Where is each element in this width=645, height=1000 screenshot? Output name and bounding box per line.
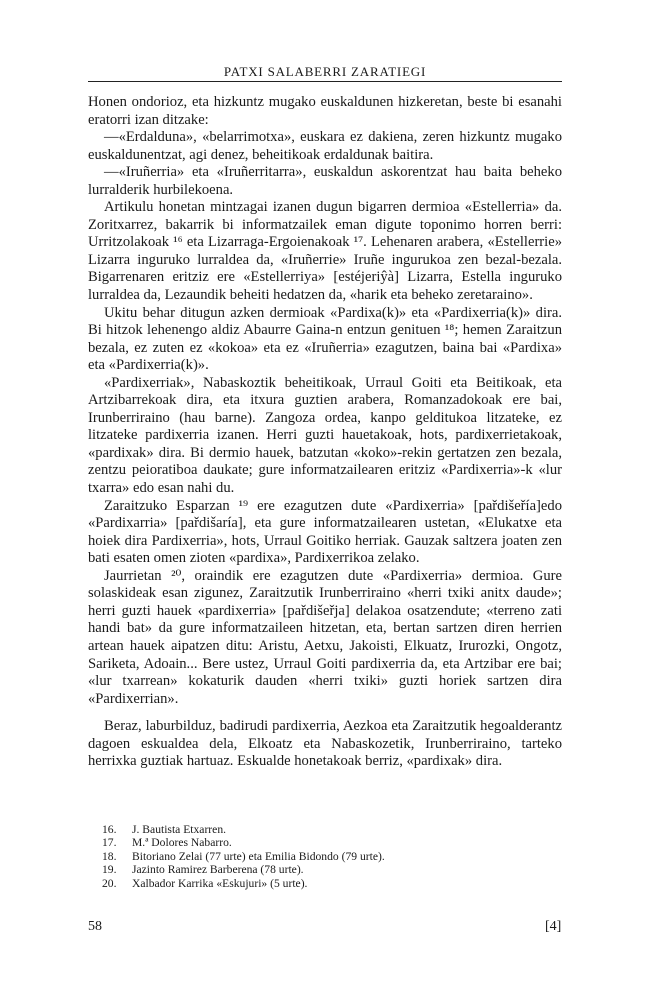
footnote-text: Jazinto Ramirez Barberena (78 urte). bbox=[132, 863, 304, 877]
footnote-number: 17. bbox=[102, 836, 117, 850]
footnote-number: 16. bbox=[102, 823, 117, 836]
paragraph-3: —«Iruñerria» eta «Iruñerritarra», euskaldun askorentzat hau baita beheko lurralderik hurbilekoena. bbox=[88, 164, 562, 198]
paragraph-1: Honen ondorioz, eta hizkuntz mugako euskaldunen hizkeretan, beste bi esanahi eratorri izan ditzake: bbox=[88, 94, 562, 128]
footnote-text: M.ª Dolores Nabarro. bbox=[132, 836, 232, 850]
paragraph-4: Artikulu honetan mintzagai izanen dugun bigarren dermioa «Estellerria» da. Zoritxarrez, bakarrik bi informatzailek eman digute toponimo horren berri: Urritzolakoak ¹⁶ eta Lizarraga-Ergoienakoak ¹⁷. Lehenaren arabera, «Estellerrie» Lizarra inguruko lurraldea da, «Iruñerrie» Iruñe ingurukoa zen bezal-bezala. Bigarrenaren eritziz ere «Estellerriya» [estéjeriŷà] Lizarra, Estella inguruko lurraldea da, Lezaundik beheiti hedatzen da, «harik eta beheko zeretaraino». bbox=[88, 199, 562, 304]
footnote bbox=[102, 863, 542, 876]
paragraph-9: Beraz, laburbilduz, badirudi pardixerria, Aezkoa eta Zaraitzutik hegoalderantz dagoen eskualdea dela, Elkoatz eta Nabaskozetik, Irunberriraino, tarteko herrixka guztiak hartuaz. Eskualde honetakoak berriz, «pardixak» dira. bbox=[88, 718, 562, 770]
running-title: PATXI SALABERRI ZARATIEGI bbox=[223, 64, 427, 79]
footnote-text: Bitoriano Zelai (77 urte) eta Emilia Bidondo (79 urte). bbox=[132, 849, 385, 863]
main-text bbox=[88, 94, 562, 771]
paragraph-8: Jaurrietan ²⁰, oraindik ere ezagutzen dute «Pardixerria» dermioa. Gure solaskideak esan zigunez, Zaraitzutik Irunberriraino «herri txiki anitx daude»; herri guzti hauek «pardixerria» [pařdišeřja] delakoa osatzendute; «terreno zati handi bat» da gure informatzaileen hitzetan, eta, bertan sartzen diren herrien artean hauek aipatzen ditu: Aristu, Aetxu, Jakoisti, Elkuatz, Irurozki, Ongotz, Sariketa, Adoain... Bere ustez, Urraul Goiti pardixerria da, eta Artzibar ere bai; «lur txarrean» kokaturik dauden «herri txiki» guzti horiek sartzen dira «Pardixerrian». bbox=[88, 567, 562, 707]
footnotes bbox=[102, 823, 542, 890]
footnote-text: J. Bautista Etxarren. bbox=[132, 823, 227, 836]
footnote-number: 19. bbox=[102, 863, 117, 877]
footnote bbox=[102, 850, 542, 863]
paragraph-2: —«Erdalduna», «belarrimotxa», euskara ez dakiena, zeren hizkuntz mugako euskaldunentzat, agi denez, beheitikoak erdaldunak baitira. bbox=[88, 129, 562, 163]
footnote bbox=[102, 836, 542, 849]
header-rule bbox=[88, 81, 562, 82]
paragraph-5: Ukitu behar ditugun azken dermioak «Pardixa(k)» eta «Pardixerria(k)» dira. Bi hitzok lehenengo aldiz Abaurre Gaina-n entzun genituen ¹⁸; hemen Zaraitzun bezala, ez zuten ez «kokoa» eta ez «Iruñerria» ezagutzen, baina bai «Pardixa» eta «Pardixerria(k)». bbox=[88, 304, 562, 374]
footnote bbox=[102, 823, 542, 836]
paragraph-7: Zaraitzuko Esparzan ¹⁹ ere ezagutzen dute «Pardixerria» [pařdišeřía]edo «Pardixarria» [pařdišaría], eta gure informatzailearen ustetan, «Elukatxe eta hoiek dira Pardixerria», hots, Urraul Goitiko herriak. Gauzak saltzera joaten zen bati esaten omen zioten «pardixa», Pardixerrikoa zelako. bbox=[88, 497, 562, 567]
section-number: [4] bbox=[545, 919, 562, 934]
footnote bbox=[102, 877, 542, 890]
footnote-text: Xalbador Karrika «Eskujuri» (5 urte). bbox=[132, 876, 308, 890]
paragraph-6: «Pardixerriak», Nabaskoztik beheitikoak, Urraul Goiti eta Beitikoak, eta Artzibarrekoak dira, eta itxura guztien arabera, Romanzadokoak ere bai, Irunberriraino (hau barne). Zangoza ordea, kanpo gelditukoa litzateke, ez litzateke pardixerria izanen. Herri guzti hauetakoak, hots, pardixerrietakoak, «pardixak» dira. Bi dermio hauek, batzutan «koko»-rekin gertatzen zen bezala, zentzu peioratiboa daukate; gure informatzailearen eritziz «Pardixerria»-k «lur txarra» edo esan nahi du. bbox=[88, 374, 562, 497]
footnote-number: 20. bbox=[102, 876, 117, 890]
footnote-number: 18. bbox=[102, 849, 117, 863]
page-number: 58 bbox=[88, 919, 102, 934]
